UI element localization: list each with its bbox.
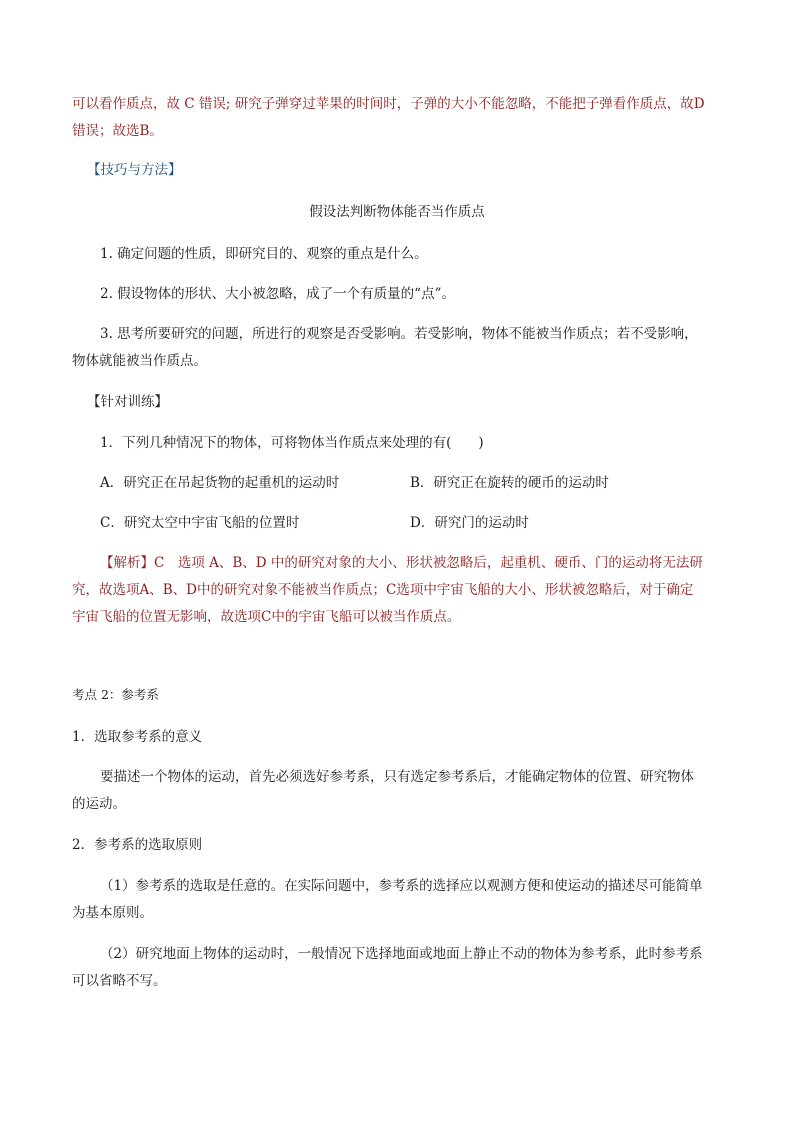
principle-2-line-1: （2）研究地面上物体的运动时，一般情况下选择地面或地面上静止不动的物体为参考系，此时参考系 xyxy=(100,946,703,962)
analysis-label: 【解析】 xyxy=(100,555,154,571)
option-d: D．研究门的运动时 xyxy=(410,515,529,531)
para-1-line-1: 要描述一个物体的运动，首先必须选好参考系，只有选定参考系后，才能确定物体的位置、研究物体 xyxy=(100,769,694,785)
principle-1-line-1: （1）参考系的选取是任意的。在实际问题中，参考系的选择应以观测方便和使运动的描述尽可能简单 xyxy=(100,878,703,894)
analysis-line-1 xyxy=(100,551,703,575)
option-a: A．研究正在吊起货物的起重机的运动时 xyxy=(100,475,340,491)
analysis-text-1: C 选项 A、B、D 中的研究对象的大小、形状被忽略后，起重机、硬币、门的运动将无法研 xyxy=(154,555,703,571)
option-b: B．研究正在旋转的硬币的运动时 xyxy=(410,475,609,491)
principle-1-line-2: 为基本原则。 xyxy=(72,905,153,921)
analysis-line-3: 宇宙飞船的位置无影响，故选项C中的宇宙飞船可以被当作质点。 xyxy=(72,609,461,625)
step-3-line-1: 3. 思考所要研究的问题，所进行的观察是否受影响。若受影响，物体不能被当作质点；若不受影响， xyxy=(100,326,698,342)
step-1: 1. 确定问题的性质，即研究目的、观察的重点是什么。 xyxy=(100,246,428,262)
intro-line-2: 错误；故选B。 xyxy=(72,123,163,139)
analysis-line-2: 究，故选项A、B、D中的研究对象不能被当作质点；C选项中宇宙飞船的大小、形状被忽略后，对于确定 xyxy=(72,582,694,598)
section-2-title: 考点 2：参考系 xyxy=(72,687,159,702)
principle-2-line-2: 可以省略不写。 xyxy=(72,973,167,989)
skill-method-heading: 【技巧与方法】 xyxy=(87,162,182,178)
step-3-line-2: 物体就能被当作质点。 xyxy=(72,353,207,369)
step-2: 2. 假设物体的形状、大小被忽略，成了一个有质量的“点”。 xyxy=(100,286,455,302)
intro-line-1: 可以看作质点，故 C 错误; 研究子弹穿过苹果的时间时，子弹的大小不能忽略，不能把子弹看作质点，故D xyxy=(72,96,705,112)
practice-heading: 【针对训练】 xyxy=(87,394,168,410)
subheading-1: 1．选取参考系的意义 xyxy=(72,729,203,745)
question-stem: 1．下列几种情况下的物体，可将物体当作质点来处理的有( ) xyxy=(100,435,484,451)
subheading-2: 2．参考系的选取原则 xyxy=(72,837,203,853)
option-c: C．研究太空中宇宙飞船的位置时 xyxy=(100,515,300,531)
para-1-line-2: 的运动。 xyxy=(72,796,126,812)
method-title: 假设法判断物体能否当作质点 xyxy=(309,204,485,220)
